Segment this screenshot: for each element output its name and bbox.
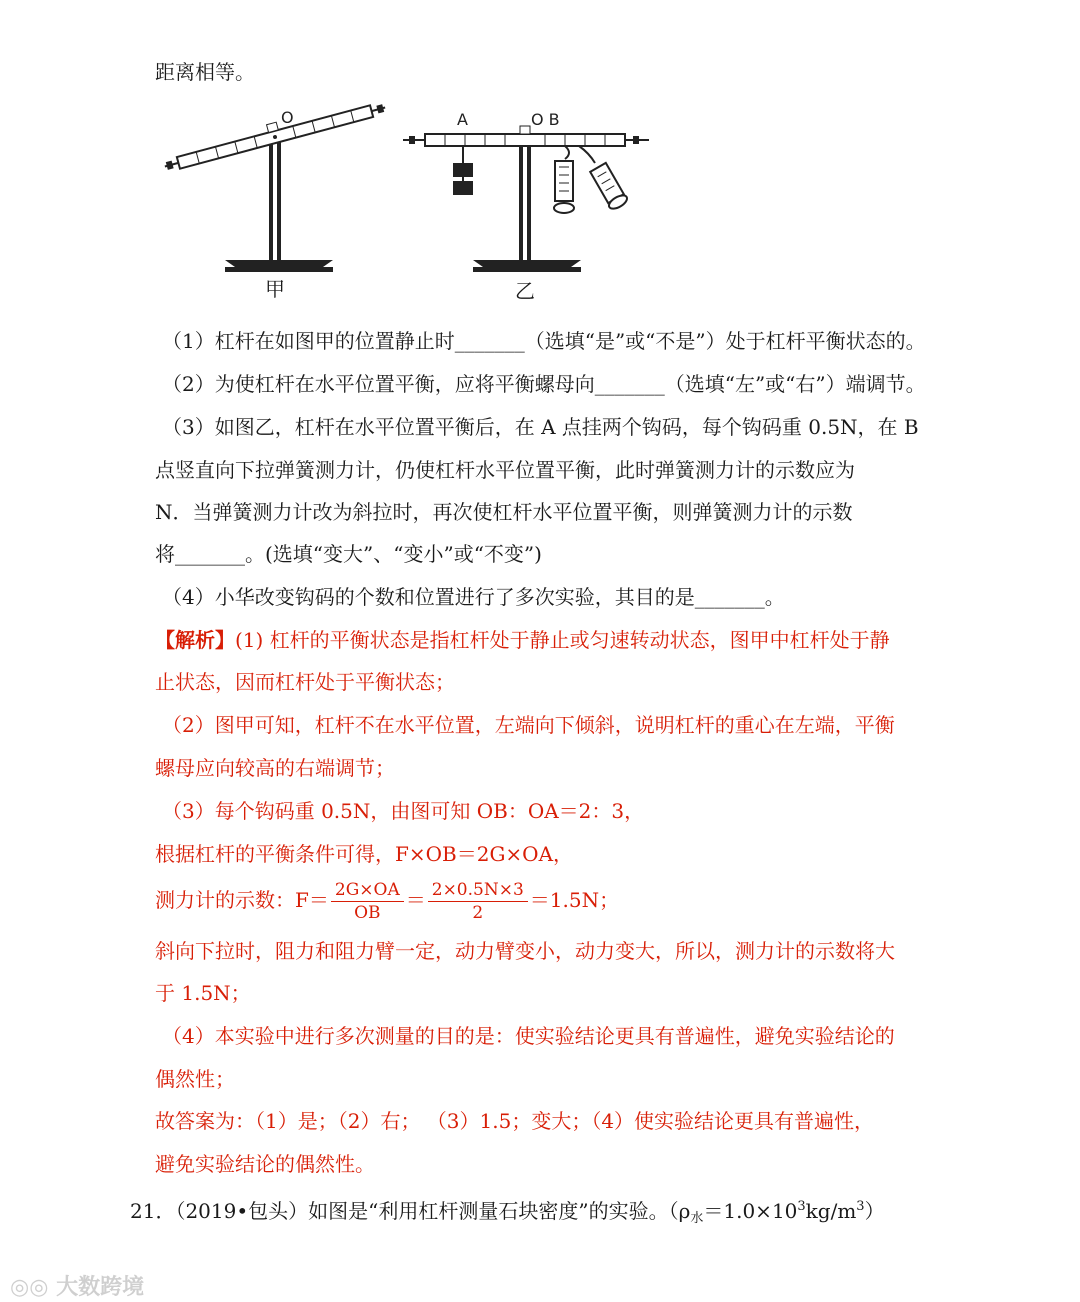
solution-3-line-4: 斜向下拉时，阻力和阻力臂一定，动力臂变小，动力变大，所以，测力计的示数将大: [155, 939, 895, 963]
intro-text: 距离相等。: [155, 60, 255, 84]
lever-diagram: [155, 95, 675, 310]
fraction-2: [428, 879, 528, 924]
rho-subscript: 水: [690, 1211, 704, 1226]
fraction-1-denominator: OB: [354, 903, 381, 923]
solution-tag: 【解析】: [155, 628, 235, 652]
lever-figure: [155, 95, 675, 310]
solution-3-formula: [155, 876, 1080, 924]
caption-yi: 乙: [515, 279, 535, 303]
solution-3-line-1: （3）每个钩码重 0.5N，由图可知 OB：OA＝2：3，: [162, 799, 645, 823]
caption-jia: 甲: [265, 277, 285, 301]
spring-scale-slanted: [589, 162, 629, 211]
fraction-2-denominator: 2: [472, 903, 484, 923]
next-question-unit: kg/m: [805, 1199, 857, 1223]
formula-suffix: ＝1.5N；: [529, 888, 620, 912]
next-question-end: ）: [864, 1199, 885, 1223]
exponent-2: 3: [856, 1199, 865, 1214]
solution-1-line-1: [155, 626, 1080, 654]
question-3-line-4: 将_______。(选填“变大”、“变小”或“不变”): [155, 542, 542, 566]
answer-line-2: 避免实验结论的偶然性。: [155, 1152, 375, 1176]
label-ob: O B: [531, 110, 560, 129]
solution-2-line-2: 螺母应向较高的右端调节；: [155, 756, 395, 780]
fraction-2-numerator: 2×0.5N×3: [428, 879, 528, 902]
fraction-1: [331, 879, 404, 924]
label-a: A: [457, 110, 468, 129]
question-3-line-1: （3）如图乙，杠杆在水平位置平衡后，在 A 点挂两个钩码，每个钩码重 0.5N，在 B: [162, 415, 919, 439]
lever-yi: [403, 110, 649, 272]
solution-1-text: (1) 杠杆的平衡状态是指杠杆处于静止或匀速转动状态，图甲中杠杆处于静: [235, 628, 890, 652]
next-question-prefix: 21．（2019•包头）如图是“利用杠杆测量石块密度”的实验。（ρ: [130, 1199, 691, 1223]
solution-4-line-2: 偶然性；: [155, 1067, 235, 1091]
question-3-line-3: N．当弹簧测力计改为斜拉时，再次使杠杆水平位置平衡，则弹簧测力计的示数: [155, 500, 853, 524]
answer-line-1: 故答案为：（1）是；（2）右； （3）1.5；变大；（4）使实验结论更具有普遍性，: [155, 1109, 875, 1133]
next-question-mid: ＝1.0×10: [703, 1199, 798, 1223]
formula-prefix: 测力计的示数：F＝: [155, 888, 329, 912]
solution-1-line-2: 止状态，因而杠杆处于平衡状态；: [155, 670, 455, 694]
solution-4-line-1: （4）本实验中进行多次测量的目的是：使实验结论更具有普遍性，避免实验结论的: [162, 1024, 895, 1048]
solution-3-line-5: 于 1.5N；: [155, 981, 251, 1005]
watermark: [10, 1270, 144, 1301]
next-question: [130, 1193, 1080, 1233]
question-2: （2）为使杠杆在水平位置平衡，应将平衡螺母向_______（选填“左”或“右”）端调节。: [162, 372, 926, 396]
solution-3-line-2: 根据杠杆的平衡条件可得，F×OB＝2G×OA，: [155, 842, 574, 866]
question-4: （4）小华改变钩码的个数和位置进行了多次实验，其目的是_______。: [162, 585, 785, 609]
exponent-1: 3: [797, 1199, 806, 1214]
formula-equals: ＝: [405, 888, 426, 912]
question-1: （1）杠杆在如图甲的位置静止时_______（选填“是”或“不是”）处于杠杆平衡状态的。: [162, 329, 926, 353]
watermark-text: 大数跨境: [56, 1275, 145, 1300]
fraction-1-numerator: 2G×OA: [331, 879, 404, 902]
hook-weight-2: [453, 181, 473, 195]
question-3-line-2: 点竖直向下拉弹簧测力计，仍使杠杆水平位置平衡，此时弹簧测力计的示数应为: [155, 458, 855, 482]
lever-jia: [161, 95, 386, 272]
label-o-left: O: [281, 108, 294, 127]
hook-weight-1: [453, 163, 473, 177]
watermark-logo-icon: ◎◎: [10, 1275, 57, 1300]
solution-2-line-1: （2）图甲可知，杠杆不在水平位置，左端向下倾斜，说明杠杆的重心在左端，平衡: [162, 713, 895, 737]
